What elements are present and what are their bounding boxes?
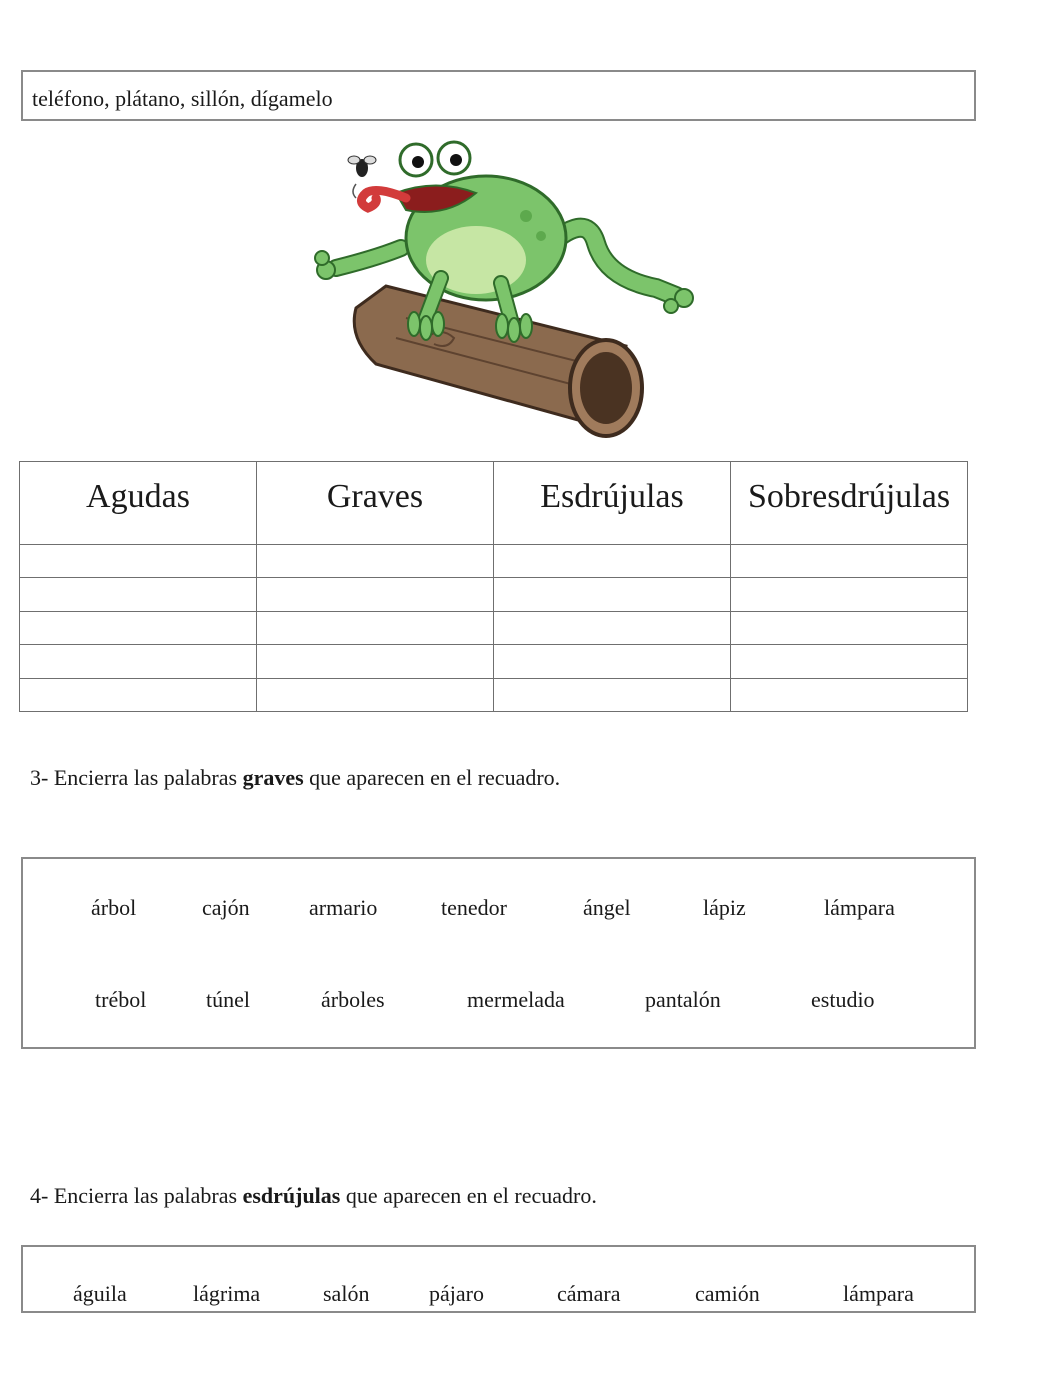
table-cell[interactable] bbox=[731, 578, 968, 611]
table-cell[interactable] bbox=[20, 645, 257, 678]
word-item[interactable]: mermelada bbox=[467, 987, 565, 1012]
instruction-text: que aparecen en el recuadro. bbox=[303, 765, 561, 790]
word-item[interactable]: lápiz bbox=[703, 895, 746, 920]
table-cell[interactable] bbox=[257, 678, 494, 711]
word-item[interactable]: árbol bbox=[91, 895, 137, 920]
word-item[interactable]: lámpara bbox=[824, 895, 895, 920]
table-cell[interactable] bbox=[20, 611, 257, 644]
word-item[interactable]: túnel bbox=[206, 987, 250, 1012]
esdrujulas-word-box bbox=[21, 1245, 976, 1313]
table-row bbox=[20, 545, 968, 578]
word-item[interactable]: árboles bbox=[321, 987, 385, 1012]
exercise-number: 4- bbox=[30, 1183, 49, 1208]
table-header-row bbox=[20, 462, 968, 545]
table-cell[interactable] bbox=[731, 678, 968, 711]
log-icon bbox=[354, 286, 642, 436]
table-cell[interactable] bbox=[494, 545, 731, 578]
instruction-text: que aparecen en el recuadro. bbox=[340, 1183, 597, 1208]
header-sobresdrujulas: Sobresdrújulas bbox=[731, 462, 968, 545]
word-item[interactable]: pantalón bbox=[645, 987, 721, 1012]
exercise-4-instruction bbox=[30, 1183, 597, 1209]
word-item[interactable]: lámpara bbox=[843, 1281, 914, 1306]
table-cell[interactable] bbox=[20, 545, 257, 578]
table-cell[interactable] bbox=[20, 578, 257, 611]
word-item[interactable]: salón bbox=[323, 1281, 370, 1306]
word-item[interactable]: águila bbox=[73, 1281, 127, 1306]
table-row bbox=[20, 611, 968, 644]
classification-table bbox=[19, 461, 968, 712]
word-list-text: teléfono, plátano, sillón, dígamelo bbox=[32, 86, 333, 111]
table-cell[interactable] bbox=[494, 578, 731, 611]
word-item[interactable]: armario bbox=[309, 895, 378, 920]
word-item[interactable]: cámara bbox=[557, 1281, 621, 1306]
word-item[interactable]: lágrima bbox=[193, 1281, 261, 1306]
graves-word-box bbox=[21, 857, 976, 1049]
word-list-box bbox=[21, 70, 976, 121]
table-cell[interactable] bbox=[731, 545, 968, 578]
header-graves: Graves bbox=[257, 462, 494, 545]
table-cell[interactable] bbox=[731, 611, 968, 644]
word-item[interactable]: tenedor bbox=[441, 895, 507, 920]
instruction-text: Encierra las palabras bbox=[48, 1183, 243, 1208]
header-agudas: Agudas bbox=[20, 462, 257, 545]
instruction-keyword: esdrújulas bbox=[242, 1183, 341, 1208]
exercise-number: 3- bbox=[30, 765, 49, 790]
frog-on-log-illustration bbox=[296, 138, 706, 438]
table-row bbox=[20, 678, 968, 711]
table-cell[interactable] bbox=[731, 645, 968, 678]
word-item[interactable]: cajón bbox=[202, 895, 250, 920]
table-cell[interactable] bbox=[257, 578, 494, 611]
word-item[interactable]: pájaro bbox=[429, 1281, 484, 1306]
exercise-3-instruction bbox=[30, 765, 560, 791]
table-cell[interactable] bbox=[494, 678, 731, 711]
table-cell[interactable] bbox=[257, 645, 494, 678]
word-item[interactable]: estudio bbox=[811, 987, 875, 1012]
table-cell[interactable] bbox=[20, 678, 257, 711]
table-row bbox=[20, 578, 968, 611]
table-cell[interactable] bbox=[494, 645, 731, 678]
table-cell[interactable] bbox=[494, 611, 731, 644]
word-item[interactable]: trébol bbox=[95, 987, 147, 1012]
word-item[interactable]: ángel bbox=[583, 895, 631, 920]
header-esdrujulas: Esdrújulas bbox=[494, 462, 731, 545]
table-row bbox=[20, 645, 968, 678]
table-cell[interactable] bbox=[257, 611, 494, 644]
instruction-text: Encierra las palabras bbox=[48, 765, 243, 790]
instruction-keyword: graves bbox=[242, 765, 304, 790]
table-cell[interactable] bbox=[257, 545, 494, 578]
word-item[interactable]: camión bbox=[695, 1281, 760, 1306]
